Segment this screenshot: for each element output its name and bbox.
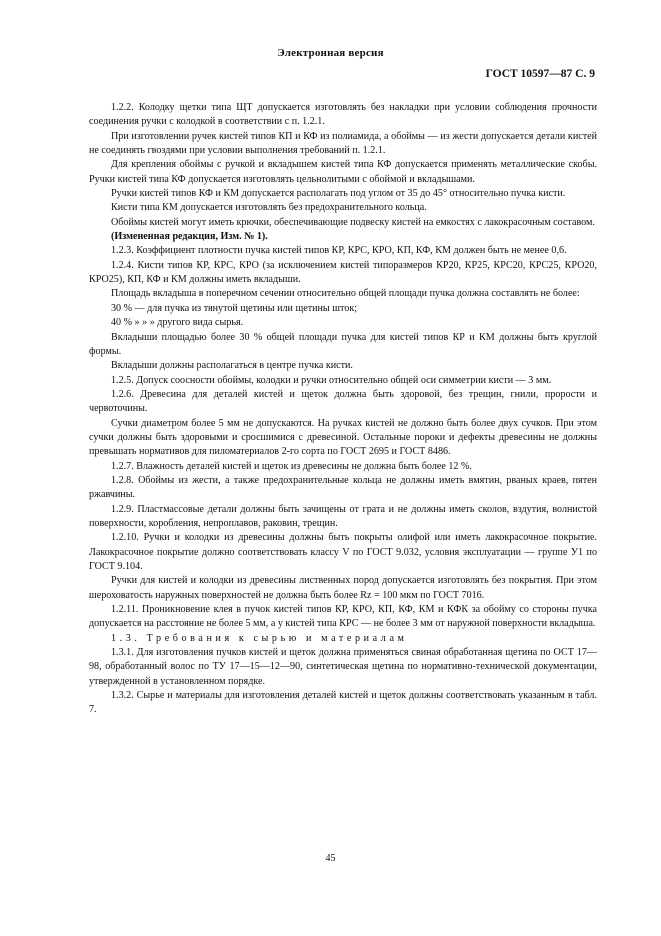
paragraph: Вкладыши площадью более 30 % общей площади пучка для кистей типов КР и КМ должны быть круглой формы. (89, 331, 597, 357)
paragraph: При изготовлении ручек кистей типов КП и КФ из полиамида, а обоймы — из жести допускается детали кистей не соединять гвоздями при условии выполнения требований п. 1.2.1. (89, 130, 597, 157)
paragraph: Вкладыши должны располагаться в центре пучка кисти. (111, 360, 353, 372)
revision-note: (Измененная редакция, Изм. № 1). (111, 231, 268, 243)
paragraph: Сучки диаметром более 5 мм не допускаются. На ручках кистей не должно быть более двух сучков. При этом сучки должны быть здоровыми и сросшимися с древесиной. Остальные пороки и дефекты древесины не должны превышать нормативов для пиломатериалов 2-го сорта по ГОСТ 2695 и ГОСТ 8486. (89, 417, 597, 458)
paragraph-1-2-3: 1.2.3. Коэффициент плотности пучка кистей типов КР, КРС, КРО, КП, КФ, КМ должен быть не менее 0,6. (111, 245, 567, 257)
paragraph: Площадь вкладыша в поперечном сечении относительно общей площади пучка должна составлять не более: (111, 288, 580, 300)
page-number: 45 (325, 853, 336, 864)
document-body (89, 101, 597, 718)
standard-code: ГОСТ 10597—87 С. 9 (485, 68, 595, 80)
paragraph-1-2-9: 1.2.9. Пластмассовые детали должны быть зачищены от грата и не должны иметь сколов, вздутия, волнистой поверхности, коробления, непроплавов, раковин, трещин. (89, 503, 597, 529)
paragraph: Ручки для кистей и колодки из древесины лиственных пород допускается изготовлять без покрытия. При этом шероховатость наружных поверхностей не должна быть более Rz = 100 мкм по ГОСТ 7016. (89, 575, 597, 601)
paragraph-1-2-2: 1.2.2. Колодку щетки типа ЩТ допускается изготовлять без накладки при условии соблюдения прочности соединения ручки с колодкой в соответствии с п. 1.2.1. (89, 102, 597, 128)
list-item: 30 % — для пучка из тянутой щетины или щетины шток; (111, 302, 358, 314)
paragraph-1-2-11: 1.2.11. Проникновение клея в пучок кистей типов КР, КРО, КП, КФ, КМ и КФК за обойму со стороны пучка допускается на расстояние не более 5 мм, а у кистей типа КРС — не более 3 мм от наружной поверхности вкладыша. (89, 604, 597, 630)
paragraph-1-2-10: 1.2.10. Ручки и колодки из древесины должны быть покрыты олифой или иметь лакокрасочное покрытие. Лакокрасочное покрытие должно соответствовать классу V по ГОСТ 9.032, условия эксплуатации — группе У1 по ГОСТ 9.104. (89, 532, 597, 572)
paragraph-1-2-5: 1.2.5. Допуск соосности обоймы, колодки и ручки относительно общей оси симметрии кисти — 3 мм. (111, 374, 552, 386)
paragraph-1-3-1: 1.3.1. Для изготовления пучков кистей и щеток должна применяться свиная обработанная щетина по ОСТ 17—98, обработанный волос по ТУ 17—15—12—90, синтетическая щетина по нормативно-технической документации, утвержденной в установленном порядке. (89, 647, 597, 687)
paragraph-1-2-8: 1.2.8. Обоймы из жести, а также предохранительные кольца не должны иметь вмятин, рваных краев, пятен ржавчины. (89, 474, 597, 501)
paragraph: Для крепления обоймы с ручкой и вкладышем кистей типа КФ допускается применять металлические скобы. Ручки кистей типа КФ допускается изготовлять цельнолитыми с обоймой и вкладышами. (89, 159, 597, 185)
paragraph-1-2-4: 1.2.4. Кисти типов КР, КРС, КРО (за исключением кистей типоразмеров КР20, КР25, КРС20, КРС25, КРО20, КРО25), КП, КФ и КМ должны иметь вкладыши. (89, 259, 597, 286)
paragraph: Кисти типа КМ допускается изготовлять без предохранительного кольца. (111, 202, 427, 214)
section-heading-1-3: 1.3. Требования к сырью и материалам (111, 632, 408, 644)
paragraph-1-3-2: 1.3.2. Сырье и материалы для изготовления деталей кистей и щеток должны соответствовать указанным в табл. 7. (89, 690, 597, 716)
paragraph: Ручки кистей типов КФ и КМ допускается располагать под углом от 35 до 45° относительно пучка кисти. (111, 188, 566, 200)
paragraph-1-2-6: 1.2.6. Древесина для деталей кистей и щеток должна быть здоровой, без трещин, гнили, прорости и червоточины. (89, 388, 597, 415)
paragraph-1-2-7: 1.2.7. Влажность деталей кистей и щеток из древесины не должна быть более 12 %. (111, 460, 472, 472)
paragraph: Обоймы кистей могут иметь крючки, обеспечивающие подвеску кистей на емкостях с лакокрасочным составом. (111, 216, 595, 228)
electronic-version-label: Электронная версия (277, 47, 384, 59)
list-item: 40 % » » » другого вида сырья. (111, 317, 244, 329)
